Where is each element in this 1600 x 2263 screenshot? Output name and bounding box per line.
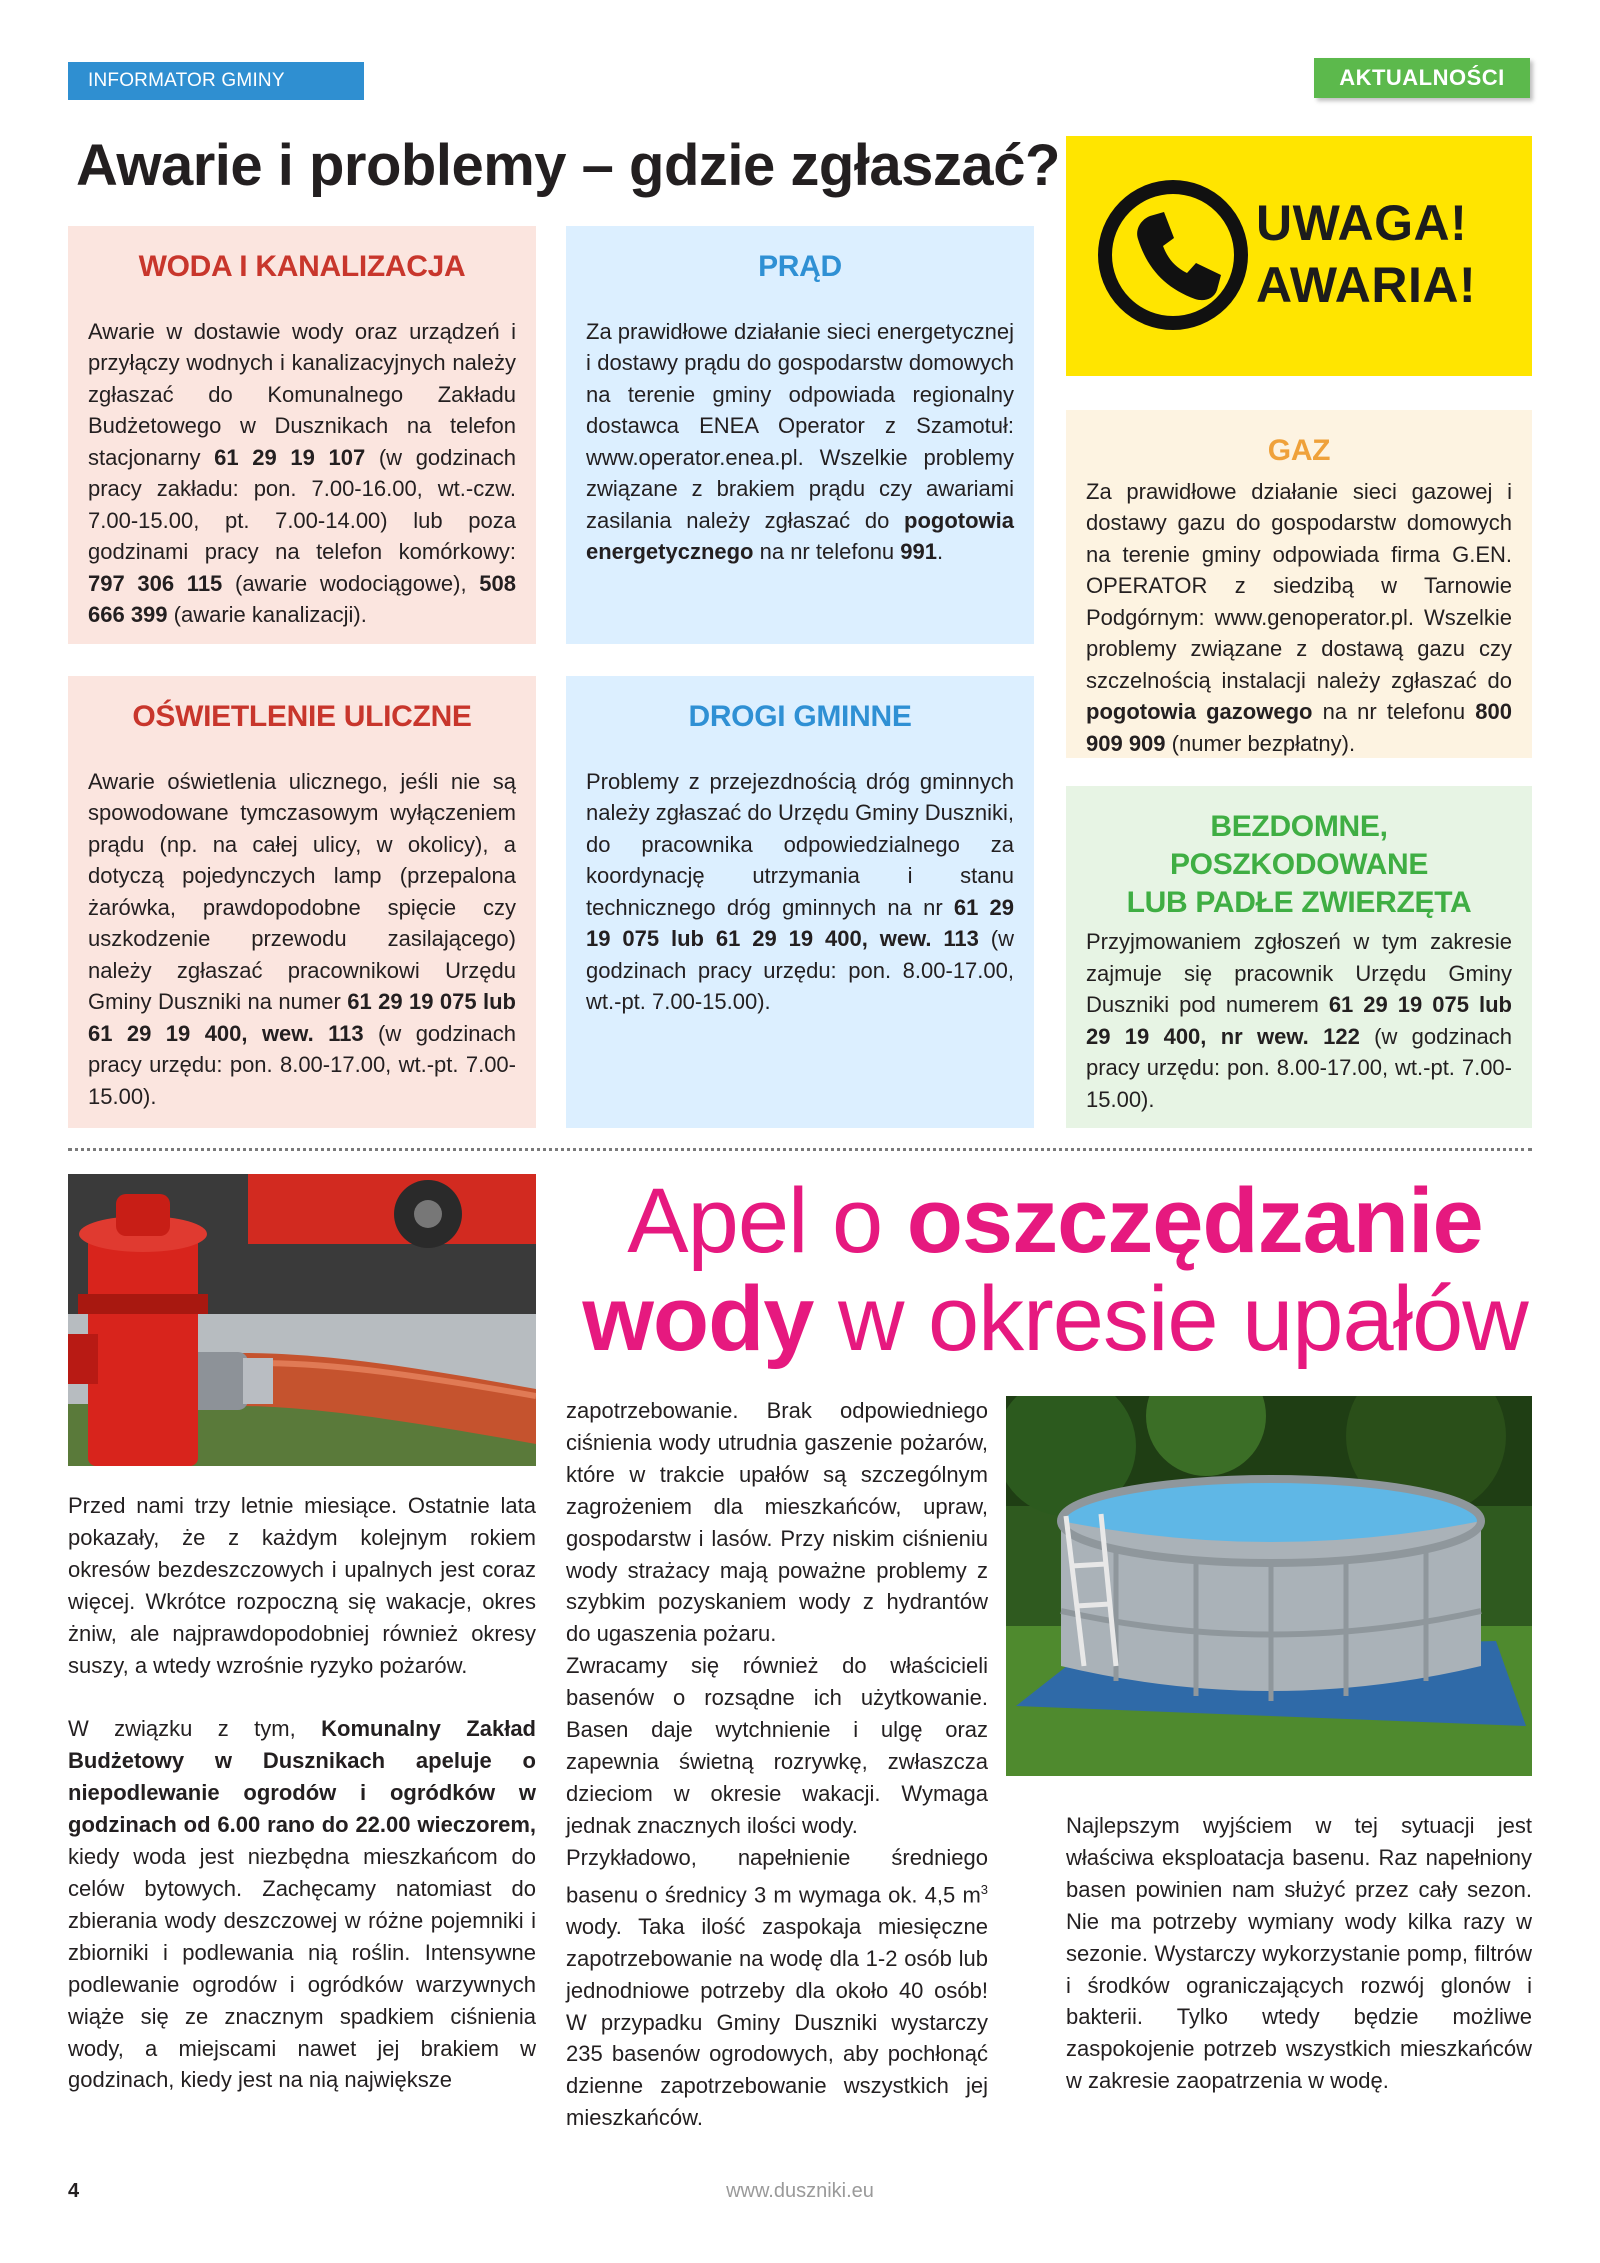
box-heading-electricity: PRĄD: [758, 250, 842, 283]
warning-line-2: AWARIA!: [1256, 257, 1477, 313]
article-column-3: [1066, 1810, 1532, 2097]
box-text-water: Awarie w dostawie wody oraz urządzeń i przyłączy wodnych i kanalizacyjnych należy zgłaszać do Komunalnego Zakładu Budżetowego w Dusznikach na telefon stacjonarny 61 29 19 107 (w godzinach pracy zakładu: pon. 7.00-16.00, wt.-czw. 7.00-15.00, pt. 7.00-14.00) lub poza godzinami pracy na telefon komórkowy: 797 306 115 (awarie wodociągowe), 508 666 399 (awarie kanalizacji).: [88, 318, 516, 627]
section-divider: [68, 1148, 1532, 1151]
article-paragraph-5: Przykładowo, napełnienie średniego basenu o średnicy 3 m wymaga ok. 4,5 $m^3$ wody. Taka ilość zaspokaja miesięczne zapotrzebowanie na wodę dla 1-2 osób lub jednodniowe potrzeby dla około 40 osób! W przypadku Gminy Duszniki wystarczy 235 basenów ogrodowych, aby pochłonąć dzienne zapotrzebowanie wszystkich jej mieszkańców.: [566, 1844, 988, 2131]
box-water-sewage: [68, 226, 536, 644]
article-paragraph-2: W związku z tym, Komunalny Zakład Budżetowy w Dusznikach apeluje o niepodlewanie ogrodów i ogródków w godzinach od 6.00 rano do 22.00 wieczorem, kiedy woda jest niezbędna mieszkańcom do celów bytowych. Zachęcamy natomiast do zbierania wody deszczowej w różne pojemniki i zbiorniki i podlewania nią roślin. Intensywne podlewanie ogrodów i ogródków warzywnych wiąże się ze znacznym spadkiem ciśnienia wody, a miejscami nawet jej brakiem w godzinach, kiedy jest na nią największe: [68, 1716, 536, 2093]
article-paragraph-4: Zwracamy się również do właścicieli basenów o rozsądne ich użytkowanie. Basen daje wytchnienie i ulgę oraz zapewnia świetną rozrywkę, zwłaszcza dzieciom w okresie wakacji. Wymaga jednak znacznych ilości wody.: [566, 1653, 988, 1838]
box-heading-water: WODA I KANALIZACJA: [138, 250, 466, 283]
article-column-1: [68, 1490, 536, 2096]
article-paragraph-6: Najlepszym wyjściem w tej sytuacji jest właściwa eksploatacja basenu. Raz napełniony basen powinien nam służyć przez cały sezon. Nie ma potrzeby wymiany wody kilka razy w sezonie. Wystarczy wykorzystanie pomp, filtrów i środków ograniczających rozwój glonów i bakterii. Tylko wtedy będzie możliwe zaspokojenie potrzeb wszystkich mieszkańców w zakresie zaopatrzenia w wodę.: [1066, 1813, 1532, 2094]
phone-icon: [1096, 178, 1250, 332]
warning-line-1: UWAGA!: [1256, 195, 1468, 251]
article-paragraph-3: zapotrzebowanie. Brak odpowiedniego ciśnienia wody utrudnia gaszenie pożarów, które w trakcie upałów są szczególnym zagrożeniem dla mieszkańców, upraw, gospodarstw i lasów. Przy niskim ciśnieniu wody strażacy mają poważne problemy z szybkim pozyskaniem wody z hydrantów do ugaszenia pożaru.: [566, 1398, 988, 1647]
box-animals: [1066, 786, 1532, 1128]
publication-badge: INFORMATOR GMINY DUSZNIKI: [68, 62, 364, 100]
box-text-gas: Za prawidłowe działanie sieci gazowej i dostawy gazu do gospodarstw domowych na terenie gminy odpowiada firma G.EN. OPERATOR z siedzibą w Tarnowie Podgórnym: www.genoperator.pl. Wszelkie problemy związane z dostawą gazu czy szczelnością instalacji należy zgłaszać do pogotowia gazowego na nr telefonu 800 909 909 (numer bezpłatny).: [1086, 478, 1512, 756]
article-paragraph-1: Przed nami trzy letnie miesiące. Ostatnie lata pokazały, że z każdym kolejnym rokiem okresów bezdeszczowych i upalnych jest coraz więcej. Wkrótce rozpoczną się wakacje, okres żniw, ale najprawdopodobniej również okresy suszy, a wtedy wzrośnie ryzyko pożarów.: [68, 1493, 536, 1678]
website-link[interactable]: www.duszniki.eu: [726, 2180, 874, 2202]
box-street-lighting: [68, 676, 536, 1128]
article-title: [560, 1172, 1550, 1368]
box-text-animals: Przyjmowaniem zgłoszeń w tym zakresie zajmuje się pracownik Urzędu Gminy Duszniki pod numerem 61 29 19 075 lub 29 19 400, nr wew. 122 (w godzinach pracy urzędu: pon. 8.00-17.00, wt.-pt. 7.00-15.00).: [1086, 929, 1512, 1112]
box-heading-roads: DROGI GMINNE: [688, 700, 912, 733]
box-heading-gas: GAZ: [1267, 434, 1331, 467]
hydrant-photo: [68, 1174, 536, 1466]
page-title: Awarie i problemy – gdzie zgłaszać?: [76, 133, 1060, 198]
article-title-line-2: wody w okresie upałów: [582, 1268, 1528, 1370]
box-municipal-roads: [566, 676, 1034, 1128]
pool-photo: [1006, 1396, 1532, 1776]
box-text-lighting: Awarie oświetlenia ulicznego, jeśli nie są spowodowane tymczasowym wyłączeniem prądu (np. na całej ulicy, w okolicy), a dotyczą pojedynczych lamp (przepalona żarówka, prawdopodobne spięcie czy uszkodzenie przewodu zasilającego) należy zgłaszać pracownikowi Urzędu Gminy Duszniki na numer 61 29 19 075 lub 61 29 19 400, wew. 113 (w godzinach pracy urzędu: pon. 8.00-17.00, wt.-pt. 7.00-15.00).: [88, 768, 516, 1109]
section-label: AKTUALNOŚCI: [1314, 58, 1530, 98]
box-heading-lighting: OŚWIETLENIE ULICZNE: [132, 700, 472, 733]
box-heading-animals: BEZDOMNE, POSZKODOWANE LUB PADŁE ZWIERZĘTA: [1126, 810, 1472, 919]
box-text-electricity: Za prawidłowe działanie sieci energetycznej i dostawy prądu do gospodarstw domowych na terenie gminy odpowiada regionalny dostawca ENEA Operator z Szamotuł: www.operator.enea.pl. Wszelkie problemy związane z brakiem prądu czy awariami zasilania należy zgłaszać do pogotowia energetycznego na nr telefonu 991.: [586, 318, 1015, 564]
page-number: 4: [68, 2180, 80, 2202]
article-title-line-1: Apel o oszczędzanie: [627, 1170, 1483, 1272]
warning-sign: [1066, 136, 1532, 376]
box-text-roads: Problemy z przejezdnością dróg gminnych należy zgłaszać do Urzędu Gminy Duszniki, do pracownika odpowiedzialnego za koordynację utrzymania i stanu technicznego dróg gminnych na nr 61 29 19 075 lub 61 29 19 400, wew. 113 (w godzinach pracy urzędu: pon. 8.00-17.00, wt.-pt. 7.00-15.00).: [586, 768, 1015, 1014]
box-electricity: [566, 226, 1034, 644]
box-gas: [1066, 410, 1532, 758]
article-column-2: [566, 1395, 988, 2134]
